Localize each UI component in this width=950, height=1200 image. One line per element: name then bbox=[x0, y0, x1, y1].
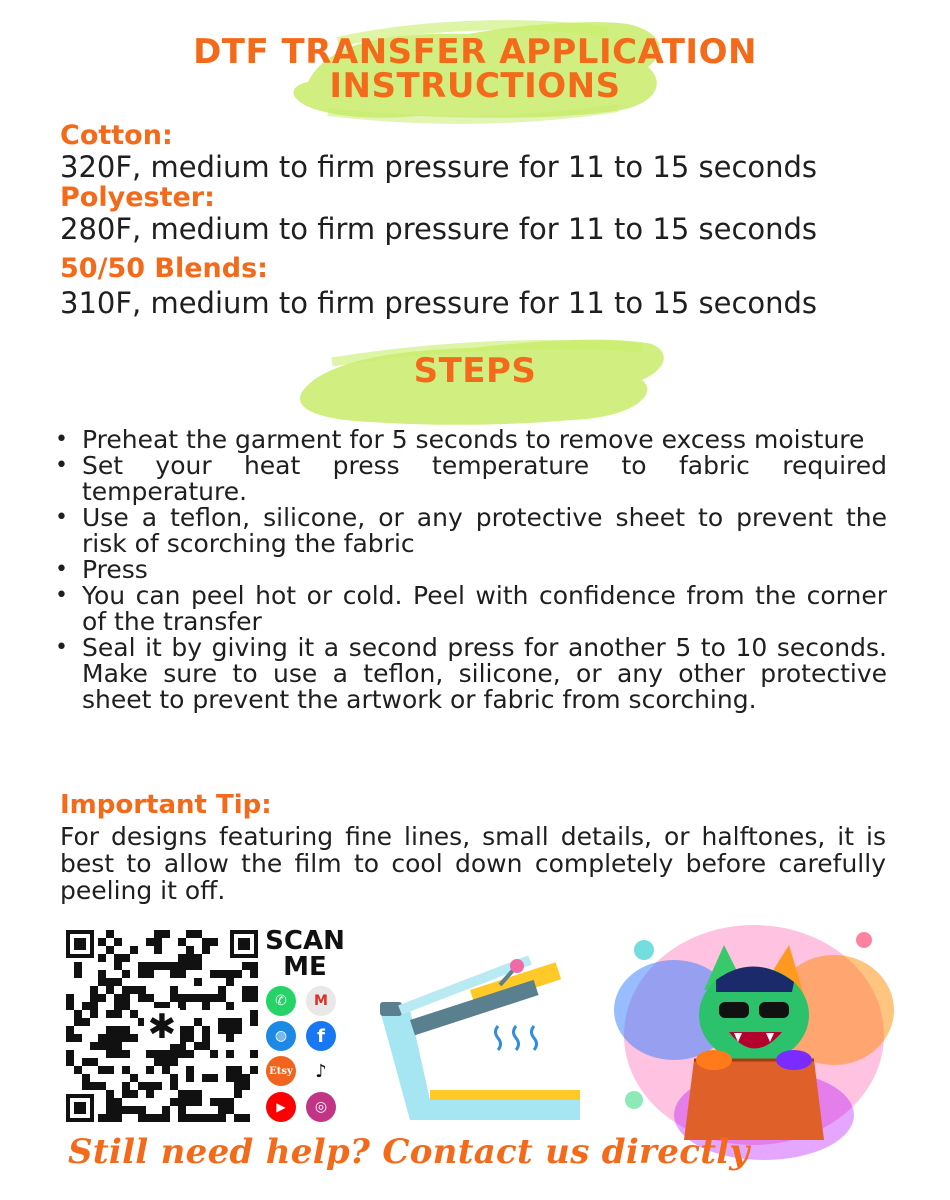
scan-me-label bbox=[262, 928, 348, 980]
globe-icon[interactable]: ◍ bbox=[266, 1021, 296, 1051]
whatsapp-icon[interactable]: ✆ bbox=[266, 986, 296, 1016]
cat-splash-illustration bbox=[604, 900, 904, 1170]
blends-label: 50/50 Blends: bbox=[60, 253, 268, 284]
bullet-icon: • bbox=[55, 583, 68, 608]
svg-text:✱: ✱ bbox=[147, 1007, 177, 1047]
step-text: Set your heat press temperature to fabric required temperature. bbox=[82, 451, 887, 506]
bullet-icon: • bbox=[55, 427, 68, 452]
youtube-icon[interactable]: ▶ bbox=[266, 1092, 296, 1122]
cotton-desc: 320F, medium to firm pressure for 11 to 15 seconds bbox=[60, 150, 818, 184]
step-item bbox=[55, 505, 887, 557]
bullet-icon: • bbox=[55, 635, 68, 660]
heat-press-illustration bbox=[370, 950, 590, 1130]
contact-help-text[interactable]: Still need help? Contact us directly bbox=[68, 1132, 750, 1172]
tiktok-icon[interactable]: ♪ bbox=[306, 1056, 336, 1086]
bullet-icon: • bbox=[55, 557, 68, 582]
polyester-label: Polyester: bbox=[60, 182, 215, 213]
steps-title bbox=[0, 351, 950, 391]
etsy-label: Etsy bbox=[269, 1065, 293, 1077]
instagram-icon[interactable]: ◎ bbox=[306, 1092, 336, 1122]
steps-list bbox=[55, 427, 887, 713]
step-item bbox=[55, 557, 887, 583]
page-title bbox=[0, 32, 950, 106]
steps-heading: STEPS bbox=[413, 351, 537, 391]
facebook-icon[interactable]: f bbox=[306, 1021, 336, 1051]
step-item bbox=[55, 427, 887, 453]
polyester-desc: 280F, medium to firm pressure for 11 to 15 seconds bbox=[60, 212, 818, 246]
scan-line-1: SCAN bbox=[265, 926, 345, 956]
etsy-icon[interactable] bbox=[266, 1056, 296, 1086]
step-item bbox=[55, 453, 887, 505]
step-text: You can peel hot or cold. Peel with confidence from the corner of the transfer bbox=[82, 581, 887, 636]
step-text: Use a teflon, silicone, or any protective sheet to prevent the risk of scorching the fabric bbox=[82, 503, 887, 558]
scan-line-2: ME bbox=[283, 952, 327, 982]
title-line-1: DTF TRANSFER APPLICATION bbox=[193, 32, 757, 72]
bullet-icon: • bbox=[55, 505, 68, 530]
step-item bbox=[55, 635, 887, 713]
step-text: Seal it by giving it a second press for another 5 to 10 seconds. Make sure to use a teflon, silicone, or any other protective sheet to prevent the artwork or fabric from scorching. bbox=[82, 633, 887, 714]
title-line-2: INSTRUCTIONS bbox=[329, 66, 621, 106]
gmail-icon[interactable]: M bbox=[306, 986, 336, 1016]
bullet-icon: • bbox=[55, 453, 68, 478]
step-item bbox=[55, 583, 887, 635]
step-text: Preheat the garment for 5 seconds to remove excess moisture bbox=[82, 425, 865, 454]
step-text: Press bbox=[82, 555, 148, 584]
important-tip-text: For designs featuring fine lines, small details, or halftones, it is best to allow the film to cool down completely before carefully peeling it off. bbox=[60, 822, 886, 905]
blends-desc: 310F, medium to firm pressure for 11 to 15 seconds bbox=[60, 286, 818, 320]
important-tip-label: Important Tip: bbox=[60, 790, 272, 820]
qr-code[interactable] bbox=[66, 930, 258, 1122]
cotton-label: Cotton: bbox=[60, 120, 173, 151]
